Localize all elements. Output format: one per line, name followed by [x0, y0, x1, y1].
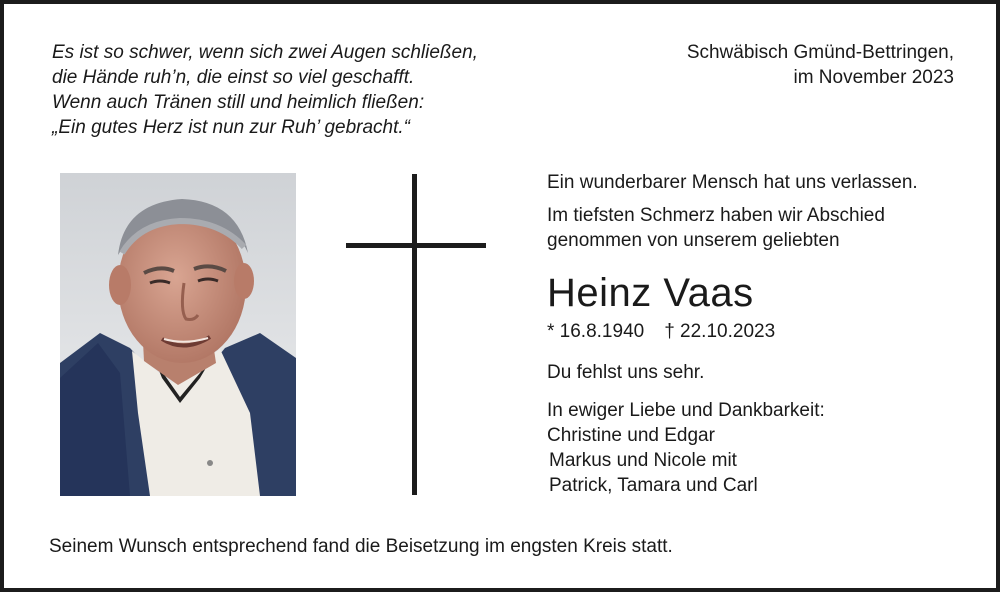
family-heading: In ewiger Liebe und Dankbarkeit:: [547, 400, 825, 421]
life-dates: [547, 319, 918, 344]
portrait-photo: [60, 173, 296, 496]
announcement-line: genommen von unserem geliebten: [547, 230, 840, 251]
footer-note: Seinem Wunsch entsprechend fand die Beisetzung im engsten Kreis statt.: [49, 536, 673, 557]
announcement-line: Im tiefsten Schmerz haben wir Abschied: [547, 205, 885, 226]
death-date: † 22.10.2023: [664, 321, 776, 342]
portrait-illustration: [60, 173, 296, 496]
poem-line: die Hände ruh’n, die einst so viel geschafft.: [52, 67, 415, 88]
poem-line: „Ein gutes Herz ist nun zur Ruh’ gebracht.“: [52, 117, 411, 138]
family-member: Patrick, Tamara und Carl: [549, 475, 758, 496]
place-date: [687, 40, 954, 90]
birth-date: * 16.8.1940: [547, 321, 645, 342]
intro-text: Ein wunderbarer Mensch hat uns verlassen.: [547, 172, 918, 193]
family-member: Christine und Edgar: [547, 425, 715, 446]
place-line: Schwäbisch Gmünd-Bettringen,: [686, 42, 954, 63]
date-line: im November 2023: [793, 67, 954, 88]
poem-line: Es ist so schwer, wenn sich zwei Augen schließen,: [52, 42, 478, 63]
deceased-name: Heinz Vaas: [547, 271, 754, 315]
cross-vertical-bar: [412, 174, 417, 495]
poem: [52, 40, 478, 140]
cross-horizontal-bar: [346, 243, 486, 248]
family-member: Markus und Nicole mit: [549, 450, 737, 471]
poem-line: Wenn auch Tränen still und heimlich fließen:: [52, 92, 425, 113]
announcement: [547, 170, 918, 498]
miss-text: Du fehlst uns sehr.: [547, 362, 705, 383]
